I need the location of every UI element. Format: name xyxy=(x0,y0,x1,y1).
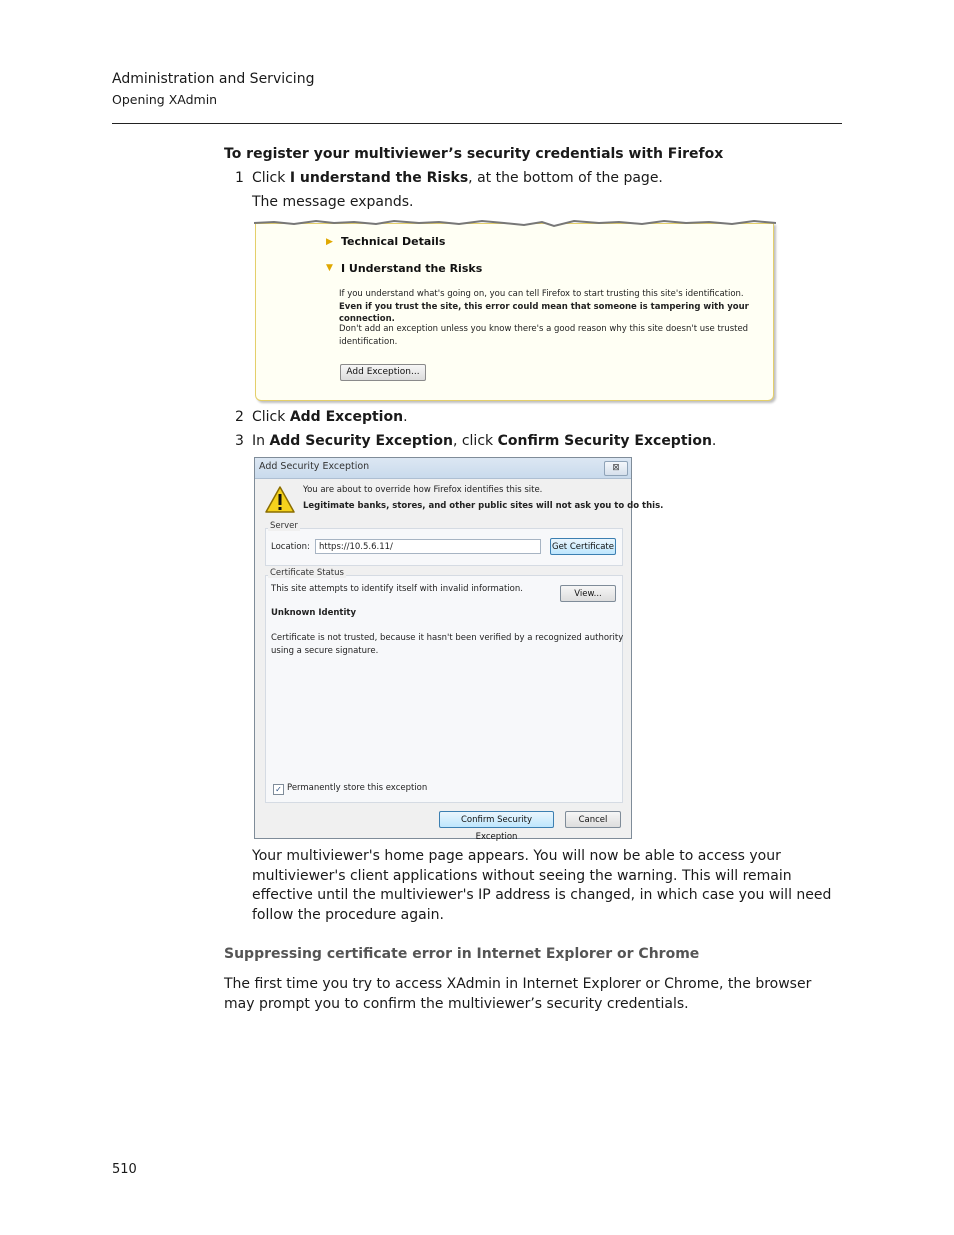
warning-icon xyxy=(264,485,296,515)
step-number: 1 xyxy=(235,170,244,186)
expanded-triangle-icon: ▼ xyxy=(326,263,333,273)
section-body: The first time you try to access XAdmin in Internet Explorer or Chrome, the browser may prompt you to confirm the multiviewer’s security credentials. xyxy=(224,976,812,1012)
location-label: Location: xyxy=(271,542,310,552)
firefox-risks-screenshot xyxy=(254,217,776,401)
confirm-security-exception-button[interactable]: Confirm Security Exception xyxy=(439,811,554,828)
permanent-store-checkbox[interactable] xyxy=(273,784,284,795)
add-exception-button[interactable]: Add Exception... xyxy=(340,364,426,381)
add-security-exception-dialog xyxy=(254,457,664,842)
status-text: This site attempts to identify itself with invalid information. xyxy=(271,584,523,594)
unknown-identity-heading: Unknown Identity xyxy=(271,608,357,618)
torn-edge xyxy=(254,217,776,229)
page-number: 510 xyxy=(112,1162,137,1177)
header-rule xyxy=(112,123,842,124)
location-input[interactable]: https://10.5.6.11/ xyxy=(315,539,541,554)
step-text: Click I understand the Risks, at the bottom of the page. xyxy=(252,170,663,186)
collapsed-triangle-icon: ▶ xyxy=(326,237,333,247)
certificate-status-label: Certificate Status xyxy=(270,568,344,578)
running-header-chapter: Administration and Servicing xyxy=(112,71,315,87)
cancel-button[interactable]: Cancel xyxy=(565,811,621,828)
get-certificate-button[interactable]: Get Certificate xyxy=(550,538,616,555)
technical-details-toggle[interactable]: Technical Details xyxy=(341,235,446,248)
server-group-label: Server xyxy=(270,521,298,531)
result-paragraph: Your multiviewer's home page appears. You will now be able to access your multiviewer's client applications without seeing the warning. This will remain effective until the multiviewer's IP address is changed, in which case you will need follow the procedure again. xyxy=(252,848,832,923)
certificate-text-2: using a secure signature. xyxy=(271,646,379,656)
risks-panel xyxy=(255,223,774,401)
certificate-text-1: Certificate is not trusted, because it hasn't been verified by a recognized authority xyxy=(271,633,624,643)
step-text: Click Add Exception. xyxy=(252,409,408,425)
close-icon[interactable]: ⊠ xyxy=(604,461,628,476)
dialog-title: Add Security Exception xyxy=(259,461,370,472)
view-button[interactable]: View... xyxy=(560,585,616,602)
permanent-store-label[interactable]: Permanently store this exception xyxy=(287,783,428,793)
checkmark-icon: ✓ xyxy=(275,785,282,794)
step-number: 3 xyxy=(235,433,244,449)
section-heading: Suppressing certificate error in Internet Explorer or Chrome xyxy=(224,946,700,962)
warning-text-2: Legitimate banks, stores, and other public sites will not ask you to do this. xyxy=(303,501,664,511)
step-1-note: The message expands. xyxy=(252,194,414,210)
step-text: In Add Security Exception, click Confirm Security Exception. xyxy=(252,433,717,449)
warning-text-1: You are about to override how Firefox identifies this site. xyxy=(303,485,543,495)
dialog-titlebar xyxy=(255,458,631,479)
risks-paragraph-2: Don't add an exception unless you know there's a good reason why this site doesn't use trusted identification. xyxy=(339,324,749,347)
risks-paragraph-1: If you understand what's going on, you can tell Firefox to start trusting this site's identification. Even if you trust the site, this error could mean that someone is tampering with your connection. xyxy=(339,289,749,324)
step-number: 2 xyxy=(235,409,244,425)
running-header-section: Opening XAdmin xyxy=(112,92,218,107)
procedure-title: To register your multiviewer’s security credentials with Firefox xyxy=(224,146,724,162)
understand-risks-toggle[interactable]: I Understand the Risks xyxy=(341,262,483,275)
